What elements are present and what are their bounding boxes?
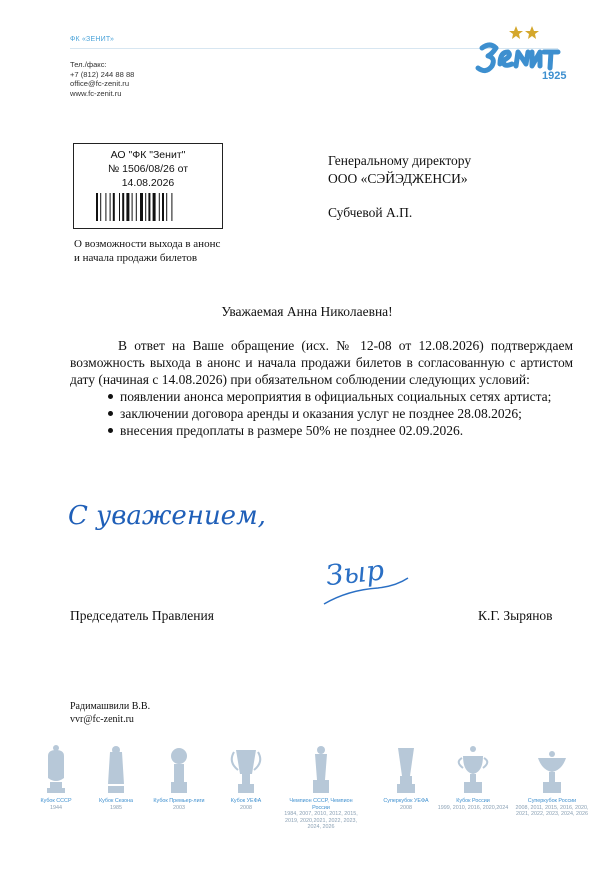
trophy-title: Кубок России <box>456 798 490 804</box>
trophy-uefa-cup <box>206 744 286 811</box>
executor-email: vvr@fc-zenit.ru <box>70 714 134 725</box>
signoff-text: С уважением, <box>68 501 266 531</box>
signature <box>318 544 414 622</box>
addressee-block <box>328 152 471 222</box>
addressee-position: Генеральному директору <box>328 153 472 168</box>
trophy-years: 2008, 2011, 2015, 2016, 2020, 2021, 2022, 2023, 2024, 2026 <box>515 804 589 818</box>
trophy-russia-supercup <box>512 744 592 818</box>
trophy-cup-icon <box>386 744 426 796</box>
contacts-block <box>70 60 134 98</box>
trophy-cup-icon <box>301 744 341 796</box>
trophy-title: Кубок Премьер-лиги <box>153 798 205 804</box>
conditions-list <box>70 388 573 439</box>
registration-number: № 1506/08/26 от <box>107 163 189 175</box>
contacts-website: www.fc-zenit.ru <box>70 88 122 98</box>
trophy-title: Суперкубок России <box>527 798 577 804</box>
registration-org: АО "ФК "Зенит" <box>110 149 186 161</box>
trophy-title: Чемпион СССР, Чемпион России <box>289 798 353 811</box>
contacts-email: office@fc-zenit.ru <box>70 79 130 89</box>
subject-line-1: О возможности выхода в анонс <box>74 238 221 250</box>
greeting: Уважаемая Анна Николаевна! <box>221 304 393 319</box>
barcode <box>96 193 200 221</box>
trophy-cup-icon <box>159 744 199 796</box>
trophy-cup-icon <box>226 744 266 796</box>
addressee-company: ООО «СЭЙЭДЖЕНСИ» <box>328 171 468 186</box>
handwritten-signoff <box>64 490 284 538</box>
registration-date: 14.08.2026 <box>121 177 175 189</box>
addressee-name: Субчевой А.П. <box>328 205 413 220</box>
condition-item <box>70 405 573 422</box>
signature-text: Зыр <box>324 553 386 593</box>
trophy-years: 1984, 2007, 2010, 2012, 2015, 2019, 2020,2021, 2022, 2023, 2024, 2026 <box>284 811 358 831</box>
trophy-years: 1985 <box>110 804 122 811</box>
trophy-title: Кубок Сезона <box>99 798 133 804</box>
trophy-years: 2003 <box>173 804 185 811</box>
trophy-title: Кубок СССР <box>40 798 72 804</box>
trophy-title: Кубок УЕФА <box>230 798 262 804</box>
body-paragraph: В ответ на Ваше обращение (исх. № 12-08 от 12.08.2026) подтверждаем возможность выхода в анонс и начала продажи билетов в согласованную с артистом дату (начиная с 14.08.2026) при обязательном соблюдении следующих условий: <box>70 338 573 387</box>
logo-year: 1925 <box>542 70 567 82</box>
contacts-phone-label: Тел./факс: <box>70 60 107 69</box>
registration-stamp <box>73 143 223 229</box>
contacts-phone: +7 (812) 244 88 88 <box>70 69 135 79</box>
trophy-cup-icon <box>532 744 572 796</box>
subject-line-2: и начала продажи билетов <box>74 252 198 264</box>
signatory-name: К.Г. Зырянов <box>478 608 553 623</box>
trophy-title: Суперкубок УЕФА <box>383 798 429 804</box>
letter-subject <box>74 237 220 265</box>
condition-text: заключении договора аренды и оказания услуг не позднее 28.08.2026; <box>120 406 522 421</box>
executor-block <box>70 700 150 726</box>
trophy-champion <box>281 744 361 831</box>
trophy-years: 2008 <box>400 804 412 811</box>
executor-name: Радимашвили В.В. <box>70 701 151 712</box>
trophy-cup-icon <box>453 744 493 796</box>
trophy-years: 1944 <box>50 804 62 811</box>
condition-text: появлении анонса мероприятия в официальных социальных сетях артиста; <box>120 389 552 404</box>
trophy-cup-icon <box>36 744 76 796</box>
club-label: ФК «ЗЕНИТ» <box>70 36 115 43</box>
trophy-cup-icon <box>96 744 136 796</box>
trophies-footer <box>26 744 596 844</box>
trophy-years: 1999, 2010, 2016, 2020,2024 <box>437 804 509 811</box>
trophy-years: 2008 <box>240 804 252 811</box>
condition-text: внесения предоплаты в размере 50% не позднее 02.09.2026. <box>120 423 464 438</box>
condition-item <box>70 422 573 439</box>
trophy-russia-cup <box>433 744 513 811</box>
condition-item <box>70 388 573 405</box>
letter-body <box>70 337 573 439</box>
signatory-position: Председатель Правления <box>70 608 214 623</box>
